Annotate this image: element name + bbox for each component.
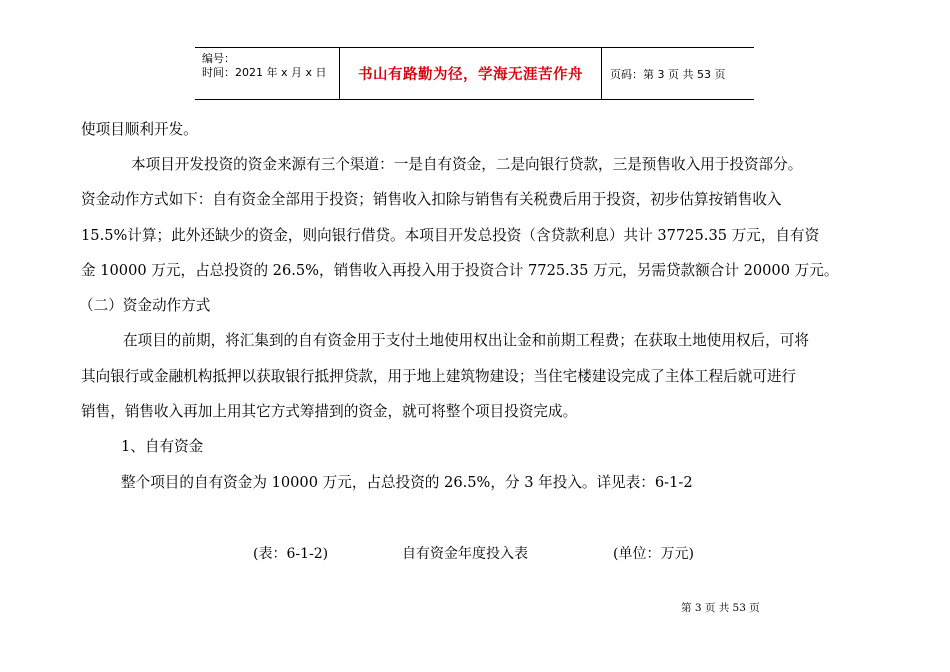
- table-caption-number: (表：6-1-2): [253, 546, 329, 562]
- body-line-8: 销售，销售收入再加上用其它方式筹措到的资金，就可将整个项目投资完成。: [81, 403, 578, 420]
- body-line-6: 在项目的前期，将汇集到的自有资金用于支付土地使用权出让金和前期工程费；在获取土地使用权后，可将: [123, 332, 809, 349]
- header-meta-cell: [195, 48, 340, 99]
- body-line-3: 资金动作方式如下：自有资金全部用于投资；销售收入扣除与销售有关税费后用于投资，初步估算按销售收入: [81, 191, 782, 208]
- body-line-1: 使项目顺利开发。: [81, 121, 198, 138]
- body-line-7: 其向银行或金融机构抵押以获取银行抵押贷款，用于地上建筑物建设；当住宅楼建设完成了主体工程后就可进行: [81, 368, 797, 385]
- table-caption-unit: (单位：万元): [613, 546, 694, 562]
- header-date-label: 时间：2021 年 x 月 x 日: [202, 66, 327, 79]
- body-line-5: 金 10000 万元，占总投资的 26.5%，销售收入再投入用于投资合计 7725.35 万元，另需贷款额合计 20000 万元。: [81, 262, 839, 279]
- body-line-2: 本项目开发投资的资金来源有三个渠道：一是自有资金，二是向银行贷款，三是预售收入用于投资部分。: [131, 156, 803, 173]
- header-page-info: 页码：第 3 页 共 53 页: [610, 67, 726, 81]
- table-caption-title: 自有资金年度投入表: [402, 546, 528, 562]
- header-motto: 书山有路勤为径，学海无涯苦作舟: [358, 67, 583, 83]
- header-number-label: 编号：: [202, 52, 235, 65]
- page-footer: 第 3 页 共 53 页: [681, 602, 760, 614]
- subsection-heading: 1、自有资金: [121, 438, 204, 455]
- header-motto-cell: [340, 48, 602, 99]
- header-page-cell: [602, 48, 754, 99]
- body-line-9: 整个项目的自有资金为 10000 万元，占总投资的 26.5%，分 3 年投入。详见表：6-1-2: [121, 474, 693, 491]
- page-header: [195, 47, 754, 100]
- section-heading: （二）资金动作方式: [79, 297, 211, 314]
- body-line-4: 15.5%计算；此外还缺少的资金，则向银行借贷。本项目开发总投资（含贷款利息）共计 37725.35 万元，自有资: [81, 227, 820, 244]
